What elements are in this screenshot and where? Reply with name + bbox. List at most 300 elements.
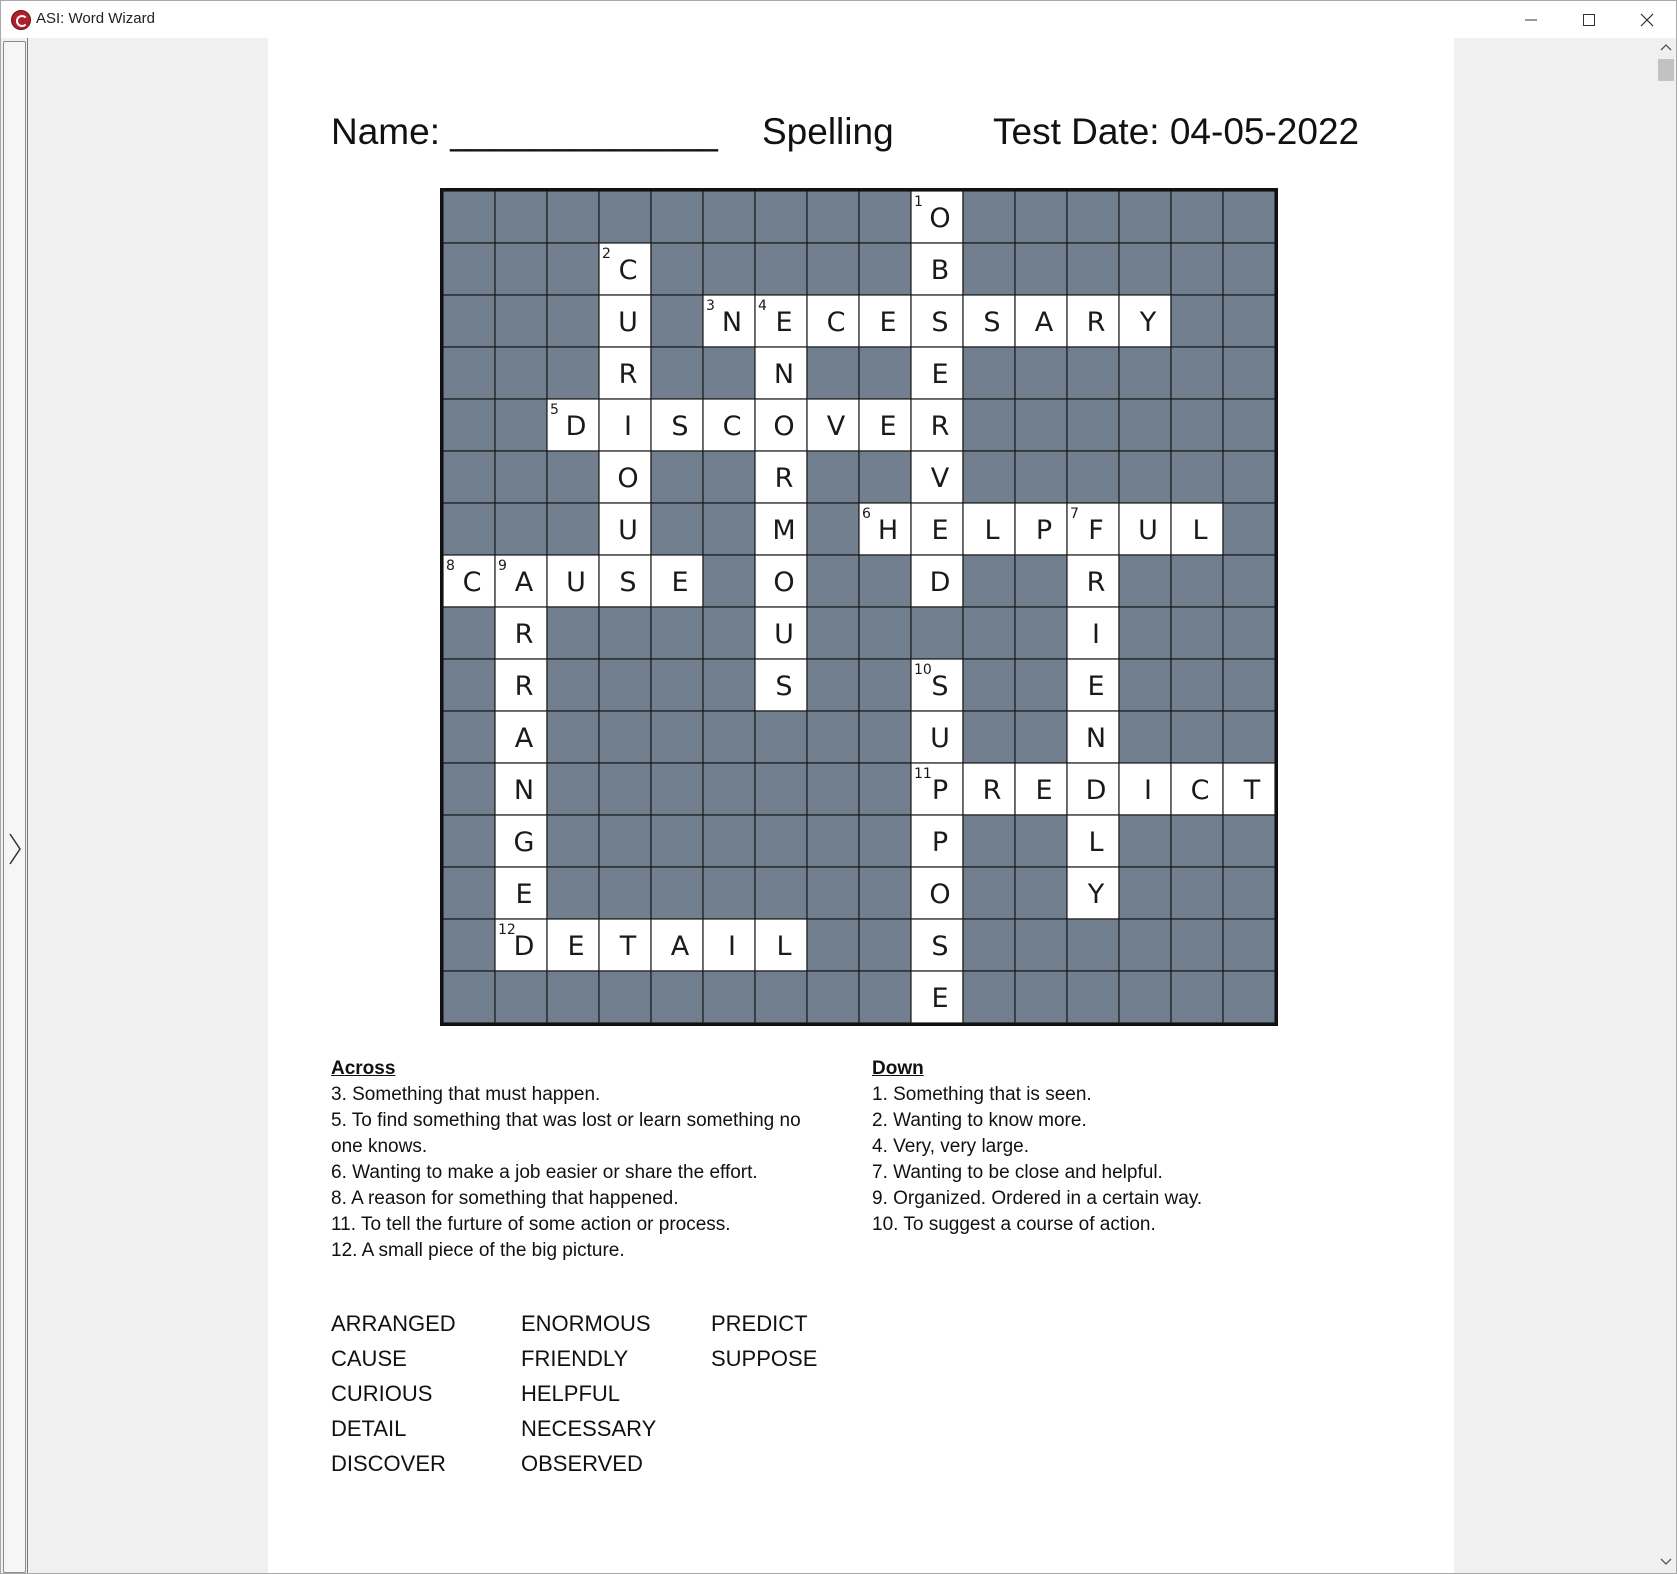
cell-letter: C: [1190, 775, 1210, 806]
blocked-cell: [599, 659, 651, 711]
clue-item: 6. Wanting to make a job easier or share the effort.: [331, 1162, 758, 1183]
clue-item: 1. Something that is seen.: [872, 1084, 1092, 1105]
clue-item: 10. To suggest a course of action.: [872, 1214, 1156, 1235]
clue-item: 4. Very, very large.: [872, 1136, 1029, 1157]
blocked-cell: [443, 659, 495, 711]
blocked-cell: [859, 919, 911, 971]
cell-letter: O: [929, 879, 951, 910]
blocked-cell: [755, 243, 807, 295]
word-bank-column: [521, 1306, 656, 1481]
blocked-cell: [963, 919, 1015, 971]
blocked-cell: [547, 191, 599, 243]
blocked-cell: [495, 347, 547, 399]
blocked-cell: [1067, 243, 1119, 295]
vertical-scrollbar[interactable]: [1656, 38, 1676, 1573]
blocked-cell: [755, 763, 807, 815]
minimize-icon: [1524, 13, 1538, 27]
blocked-cell: [1223, 919, 1275, 971]
worksheet-page: [268, 38, 1454, 1573]
blocked-cell: [1119, 555, 1171, 607]
blocked-cell: [963, 867, 1015, 919]
blocked-cell: [443, 763, 495, 815]
cell-letter: U: [618, 307, 638, 338]
blocked-cell: [755, 711, 807, 763]
blocked-cell: [443, 451, 495, 503]
cell-letter: U: [566, 567, 586, 598]
blocked-cell: [599, 971, 651, 1023]
blocked-cell: [703, 659, 755, 711]
cell-letter: E: [775, 307, 793, 338]
blocked-cell: [1067, 191, 1119, 243]
cell-letter: I: [624, 411, 632, 442]
cell-letter: C: [462, 567, 482, 598]
cell-letter: L: [1192, 515, 1208, 546]
blocked-cell: [807, 815, 859, 867]
clue-item: 12. A small piece of the big picture.: [331, 1240, 625, 1261]
cell-letter: S: [671, 411, 689, 442]
blocked-cell: [599, 607, 651, 659]
clue-item: 8. A reason for something that happened.: [331, 1188, 679, 1209]
cell-letter: E: [879, 411, 897, 442]
cell-letter: E: [671, 567, 689, 598]
cell-letter: U: [1138, 515, 1158, 546]
scroll-down-icon[interactable]: [1660, 1558, 1672, 1566]
blocked-cell: [963, 711, 1015, 763]
blocked-cell: [703, 815, 755, 867]
blocked-cell: [495, 191, 547, 243]
blocked-cell: [807, 243, 859, 295]
blocked-cell: [443, 295, 495, 347]
blocked-cell: [1223, 503, 1275, 555]
blocked-cell: [547, 711, 599, 763]
clue-item: 3. Something that must happen.: [331, 1084, 601, 1105]
cell-letter: S: [983, 307, 1001, 338]
blocked-cell: [1119, 971, 1171, 1023]
blocked-cell: [1119, 451, 1171, 503]
blocked-cell: [859, 347, 911, 399]
blocked-cell: [495, 451, 547, 503]
blocked-cell: [1119, 347, 1171, 399]
blocked-cell: [963, 815, 1015, 867]
blocked-cell: [963, 243, 1015, 295]
blocked-cell: [651, 971, 703, 1023]
word-bank-item: NECESSARY: [521, 1416, 657, 1441]
word-bank-item: CAUSE: [331, 1346, 407, 1371]
blocked-cell: [703, 607, 755, 659]
word-bank-column: [711, 1306, 817, 1376]
blocked-cell: [1015, 555, 1067, 607]
blocked-cell: [443, 191, 495, 243]
clue-number: 6: [862, 506, 871, 522]
blocked-cell: [859, 191, 911, 243]
word-bank-item: CURIOUS: [331, 1381, 433, 1406]
cell-letter: E: [515, 879, 533, 910]
blocked-cell: [1015, 607, 1067, 659]
blocked-cell: [807, 555, 859, 607]
blocked-cell: [1015, 243, 1067, 295]
cell-letter: L: [776, 931, 792, 962]
cell-letter: U: [618, 515, 638, 546]
word-bank-item: DISCOVER: [331, 1451, 446, 1476]
cell-letter: R: [982, 775, 1002, 806]
blocked-cell: [1171, 555, 1223, 607]
blocked-cell: [1015, 971, 1067, 1023]
blocked-cell: [1067, 451, 1119, 503]
blocked-cell: [807, 971, 859, 1023]
clue-number: 7: [1070, 506, 1079, 522]
cell-letter: O: [773, 411, 795, 442]
word-bank-item: ENORMOUS: [521, 1311, 651, 1336]
blocked-cell: [1171, 295, 1223, 347]
cell-letter: M: [772, 515, 796, 546]
blocked-cell: [1015, 919, 1067, 971]
clue-item: 11. To tell the furture of some action or process.: [331, 1214, 731, 1235]
across-heading: Across: [331, 1058, 396, 1079]
clue-item: 7. Wanting to be close and helpful.: [872, 1162, 1163, 1183]
cell-letter: T: [619, 931, 637, 962]
blocked-cell: [1171, 347, 1223, 399]
blocked-cell: [703, 711, 755, 763]
cell-letter: S: [931, 931, 949, 962]
blocked-cell: [807, 867, 859, 919]
blocked-cell: [547, 451, 599, 503]
cell-letter: O: [929, 203, 951, 234]
cell-letter: D: [513, 931, 535, 962]
cell-letter: V: [930, 463, 950, 494]
blocked-cell: [1171, 971, 1223, 1023]
blocked-cell: [651, 243, 703, 295]
cell-letter: D: [929, 567, 951, 598]
blocked-cell: [547, 971, 599, 1023]
cell-letter: E: [567, 931, 585, 962]
blocked-cell: [807, 607, 859, 659]
blocked-cell: [1223, 555, 1275, 607]
blocked-cell: [807, 451, 859, 503]
blocked-cell: [651, 659, 703, 711]
cell-letter: U: [774, 619, 794, 650]
blocked-cell: [1015, 399, 1067, 451]
cell-letter: P: [1035, 515, 1053, 546]
cell-letter: A: [1034, 307, 1054, 338]
blocked-cell: [599, 867, 651, 919]
scroll-up-icon[interactable]: [1660, 43, 1672, 51]
blocked-cell: [703, 971, 755, 1023]
blocked-cell: [859, 763, 911, 815]
minimize-button[interactable]: [1502, 1, 1560, 38]
blocked-cell: [755, 815, 807, 867]
blocked-cell: [1119, 607, 1171, 659]
blocked-cell: [651, 191, 703, 243]
down-heading: Down: [872, 1058, 924, 1079]
blocked-cell: [599, 763, 651, 815]
cell-letter: D: [565, 411, 587, 442]
word-bank-item: DETAIL: [331, 1416, 407, 1441]
title-bar[interactable]: [1, 1, 1676, 38]
name-field-label: Name: _____________: [331, 111, 718, 152]
clue-number: 12: [498, 922, 516, 938]
blocked-cell: [807, 191, 859, 243]
blocked-cell: [547, 347, 599, 399]
maximize-button[interactable]: [1560, 1, 1618, 38]
blocked-cell: [1223, 451, 1275, 503]
cell-letter: R: [618, 359, 638, 390]
clue-item: 5. To find something that was lost or learn something no one knows.: [331, 1110, 801, 1157]
blocked-cell: [1015, 659, 1067, 711]
clue-number: 4: [758, 298, 767, 314]
blocked-cell: [651, 815, 703, 867]
blocked-cell: [1015, 867, 1067, 919]
cell-letter: E: [931, 359, 949, 390]
blocked-cell: [1171, 399, 1223, 451]
blocked-cell: [807, 347, 859, 399]
blocked-cell: [703, 347, 755, 399]
clue-number: 5: [550, 402, 559, 418]
blocked-cell: [963, 191, 1015, 243]
cell-letter: R: [514, 619, 534, 650]
cell-letter: A: [514, 723, 534, 754]
blocked-cell: [651, 503, 703, 555]
blocked-cell: [547, 815, 599, 867]
blocked-cell: [547, 659, 599, 711]
blocked-cell: [1223, 659, 1275, 711]
blocked-cell: [443, 399, 495, 451]
clue-item: 9. Organized. Ordered in a certain way.: [872, 1188, 1203, 1209]
cell-letter: R: [930, 411, 950, 442]
blocked-cell: [807, 919, 859, 971]
blocked-cell: [963, 451, 1015, 503]
blocked-cell: [755, 971, 807, 1023]
blocked-cell: [807, 503, 859, 555]
blocked-cell: [599, 815, 651, 867]
word-bank-column: [331, 1306, 456, 1481]
cell-letter: L: [984, 515, 1000, 546]
word-bank-item: PREDICT: [711, 1311, 808, 1336]
blocked-cell: [1015, 815, 1067, 867]
blocked-cell: [1067, 919, 1119, 971]
cell-letter: L: [1088, 827, 1104, 858]
blocked-cell: [443, 503, 495, 555]
blocked-cell: [859, 711, 911, 763]
blocked-cell: [1067, 399, 1119, 451]
cell-letter: H: [877, 515, 899, 546]
blocked-cell: [443, 243, 495, 295]
blocked-cell: [859, 451, 911, 503]
cell-letter: N: [513, 775, 535, 806]
clue-number: 1: [914, 194, 923, 210]
blocked-cell: [703, 503, 755, 555]
document-viewport: [28, 38, 1655, 1573]
blocked-cell: [963, 659, 1015, 711]
cell-letter: N: [1085, 723, 1107, 754]
window-title: ASI: Word Wizard: [36, 10, 155, 27]
cell-letter: T: [1243, 775, 1261, 806]
blocked-cell: [1119, 711, 1171, 763]
cell-letter: O: [617, 463, 639, 494]
blocked-cell: [703, 763, 755, 815]
cell-letter: S: [775, 671, 793, 702]
blocked-cell: [651, 711, 703, 763]
blocked-cell: [651, 295, 703, 347]
cell-letter: A: [670, 931, 690, 962]
blocked-cell: [1223, 971, 1275, 1023]
blocked-cell: [495, 971, 547, 1023]
clue-number: 3: [706, 298, 715, 314]
blocked-cell: [1223, 295, 1275, 347]
word-bank-item: OBSERVED: [521, 1451, 643, 1476]
cell-letter: I: [1144, 775, 1152, 806]
cell-letter: S: [619, 567, 637, 598]
blocked-cell: [443, 867, 495, 919]
blocked-cell: [443, 607, 495, 659]
clue-item: 2. Wanting to know more.: [872, 1110, 1087, 1131]
blocked-cell: [859, 243, 911, 295]
blocked-cell: [703, 451, 755, 503]
blocked-cell: [807, 659, 859, 711]
blocked-cell: [547, 763, 599, 815]
across-clues: [331, 1056, 821, 1264]
word-bank-item: FRIENDLY: [521, 1346, 629, 1371]
blocked-cell: [651, 607, 703, 659]
blocked-cell: [495, 503, 547, 555]
blocked-cell: [703, 191, 755, 243]
blocked-cell: [963, 607, 1015, 659]
blocked-cell: [1223, 815, 1275, 867]
blocked-cell: [1067, 971, 1119, 1023]
blocked-cell: [547, 607, 599, 659]
blocked-cell: [1119, 243, 1171, 295]
blocked-cell: [703, 867, 755, 919]
cell-letter: R: [514, 671, 534, 702]
blocked-cell: [495, 399, 547, 451]
blocked-cell: [1171, 815, 1223, 867]
subject-title: Spelling: [762, 111, 894, 152]
cell-letter: U: [930, 723, 950, 754]
blocked-cell: [911, 607, 963, 659]
blocked-cell: [1015, 451, 1067, 503]
blocked-cell: [963, 347, 1015, 399]
cell-letter: O: [773, 567, 795, 598]
blocked-cell: [1223, 711, 1275, 763]
blocked-cell: [1223, 607, 1275, 659]
app-logo-icon: [11, 10, 31, 30]
cell-letter: R: [1086, 567, 1106, 598]
blocked-cell: [495, 295, 547, 347]
cell-letter: N: [773, 359, 795, 390]
blocked-cell: [495, 243, 547, 295]
cell-letter: E: [1035, 775, 1053, 806]
blocked-cell: [547, 243, 599, 295]
cell-letter: B: [930, 255, 950, 286]
blocked-cell: [1171, 659, 1223, 711]
blocked-cell: [859, 815, 911, 867]
side-panel: [1, 38, 28, 1573]
cell-letter: Y: [1087, 879, 1105, 910]
cell-letter: C: [826, 307, 846, 338]
cell-letter: I: [728, 931, 736, 962]
word-bank-item: HELPFUL: [521, 1381, 621, 1406]
blocked-cell: [547, 867, 599, 919]
clue-number: 8: [446, 558, 455, 574]
blocked-cell: [599, 711, 651, 763]
blocked-cell: [1119, 191, 1171, 243]
blocked-cell: [1171, 607, 1223, 659]
blocked-cell: [443, 919, 495, 971]
cell-letter: C: [618, 255, 638, 286]
test-date: Test Date: 04-05-2022: [993, 111, 1360, 152]
cell-letter: E: [931, 515, 949, 546]
blocked-cell: [1171, 243, 1223, 295]
blocked-cell: [443, 815, 495, 867]
chevron-right-icon: [8, 832, 22, 866]
blocked-cell: [651, 451, 703, 503]
blocked-cell: [1171, 451, 1223, 503]
blocked-cell: [807, 763, 859, 815]
blocked-cell: [651, 763, 703, 815]
blocked-cell: [859, 555, 911, 607]
maximize-icon: [1582, 13, 1596, 27]
clue-number: 10: [914, 662, 932, 678]
cell-letter: A: [514, 567, 534, 598]
cell-letter: Y: [1139, 307, 1157, 338]
cell-letter: S: [931, 671, 949, 702]
cell-letter: S: [931, 307, 949, 338]
blocked-cell: [1119, 867, 1171, 919]
blocked-cell: [1067, 347, 1119, 399]
blocked-cell: [1223, 867, 1275, 919]
blocked-cell: [1171, 919, 1223, 971]
blocked-cell: [1119, 399, 1171, 451]
blocked-cell: [755, 867, 807, 919]
cell-letter: E: [879, 307, 897, 338]
blocked-cell: [1171, 711, 1223, 763]
scroll-thumb[interactable]: [1658, 59, 1674, 81]
blocked-cell: [1223, 191, 1275, 243]
blocked-cell: [755, 191, 807, 243]
word-bank-item: SUPPOSE: [711, 1346, 818, 1371]
cell-letter: R: [774, 463, 794, 494]
blocked-cell: [651, 867, 703, 919]
blocked-cell: [443, 347, 495, 399]
blocked-cell: [1015, 191, 1067, 243]
blocked-cell: [1171, 867, 1223, 919]
blocked-cell: [1223, 399, 1275, 451]
blocked-cell: [859, 659, 911, 711]
blocked-cell: [1171, 191, 1223, 243]
down-clues: [872, 1056, 1372, 1238]
word-bank-item: ARRANGED: [331, 1311, 456, 1336]
close-icon: [1640, 13, 1654, 27]
cell-letter: R: [1086, 307, 1106, 338]
cell-letter: D: [1085, 775, 1107, 806]
cell-letter: C: [722, 411, 742, 442]
crossword-grid: [440, 188, 1282, 1030]
blocked-cell: [963, 555, 1015, 607]
blocked-cell: [807, 711, 859, 763]
blocked-cell: [1015, 347, 1067, 399]
cell-letter: G: [513, 827, 535, 858]
clue-number: 11: [914, 766, 932, 782]
cell-letter: N: [721, 307, 743, 338]
blocked-cell: [651, 347, 703, 399]
cell-letter: E: [931, 983, 949, 1014]
close-button[interactable]: [1618, 1, 1676, 38]
cell-letter: P: [931, 775, 949, 806]
blocked-cell: [859, 607, 911, 659]
side-panel-toggle[interactable]: [3, 41, 26, 1573]
blocked-cell: [547, 503, 599, 555]
blocked-cell: [703, 555, 755, 607]
blocked-cell: [599, 191, 651, 243]
